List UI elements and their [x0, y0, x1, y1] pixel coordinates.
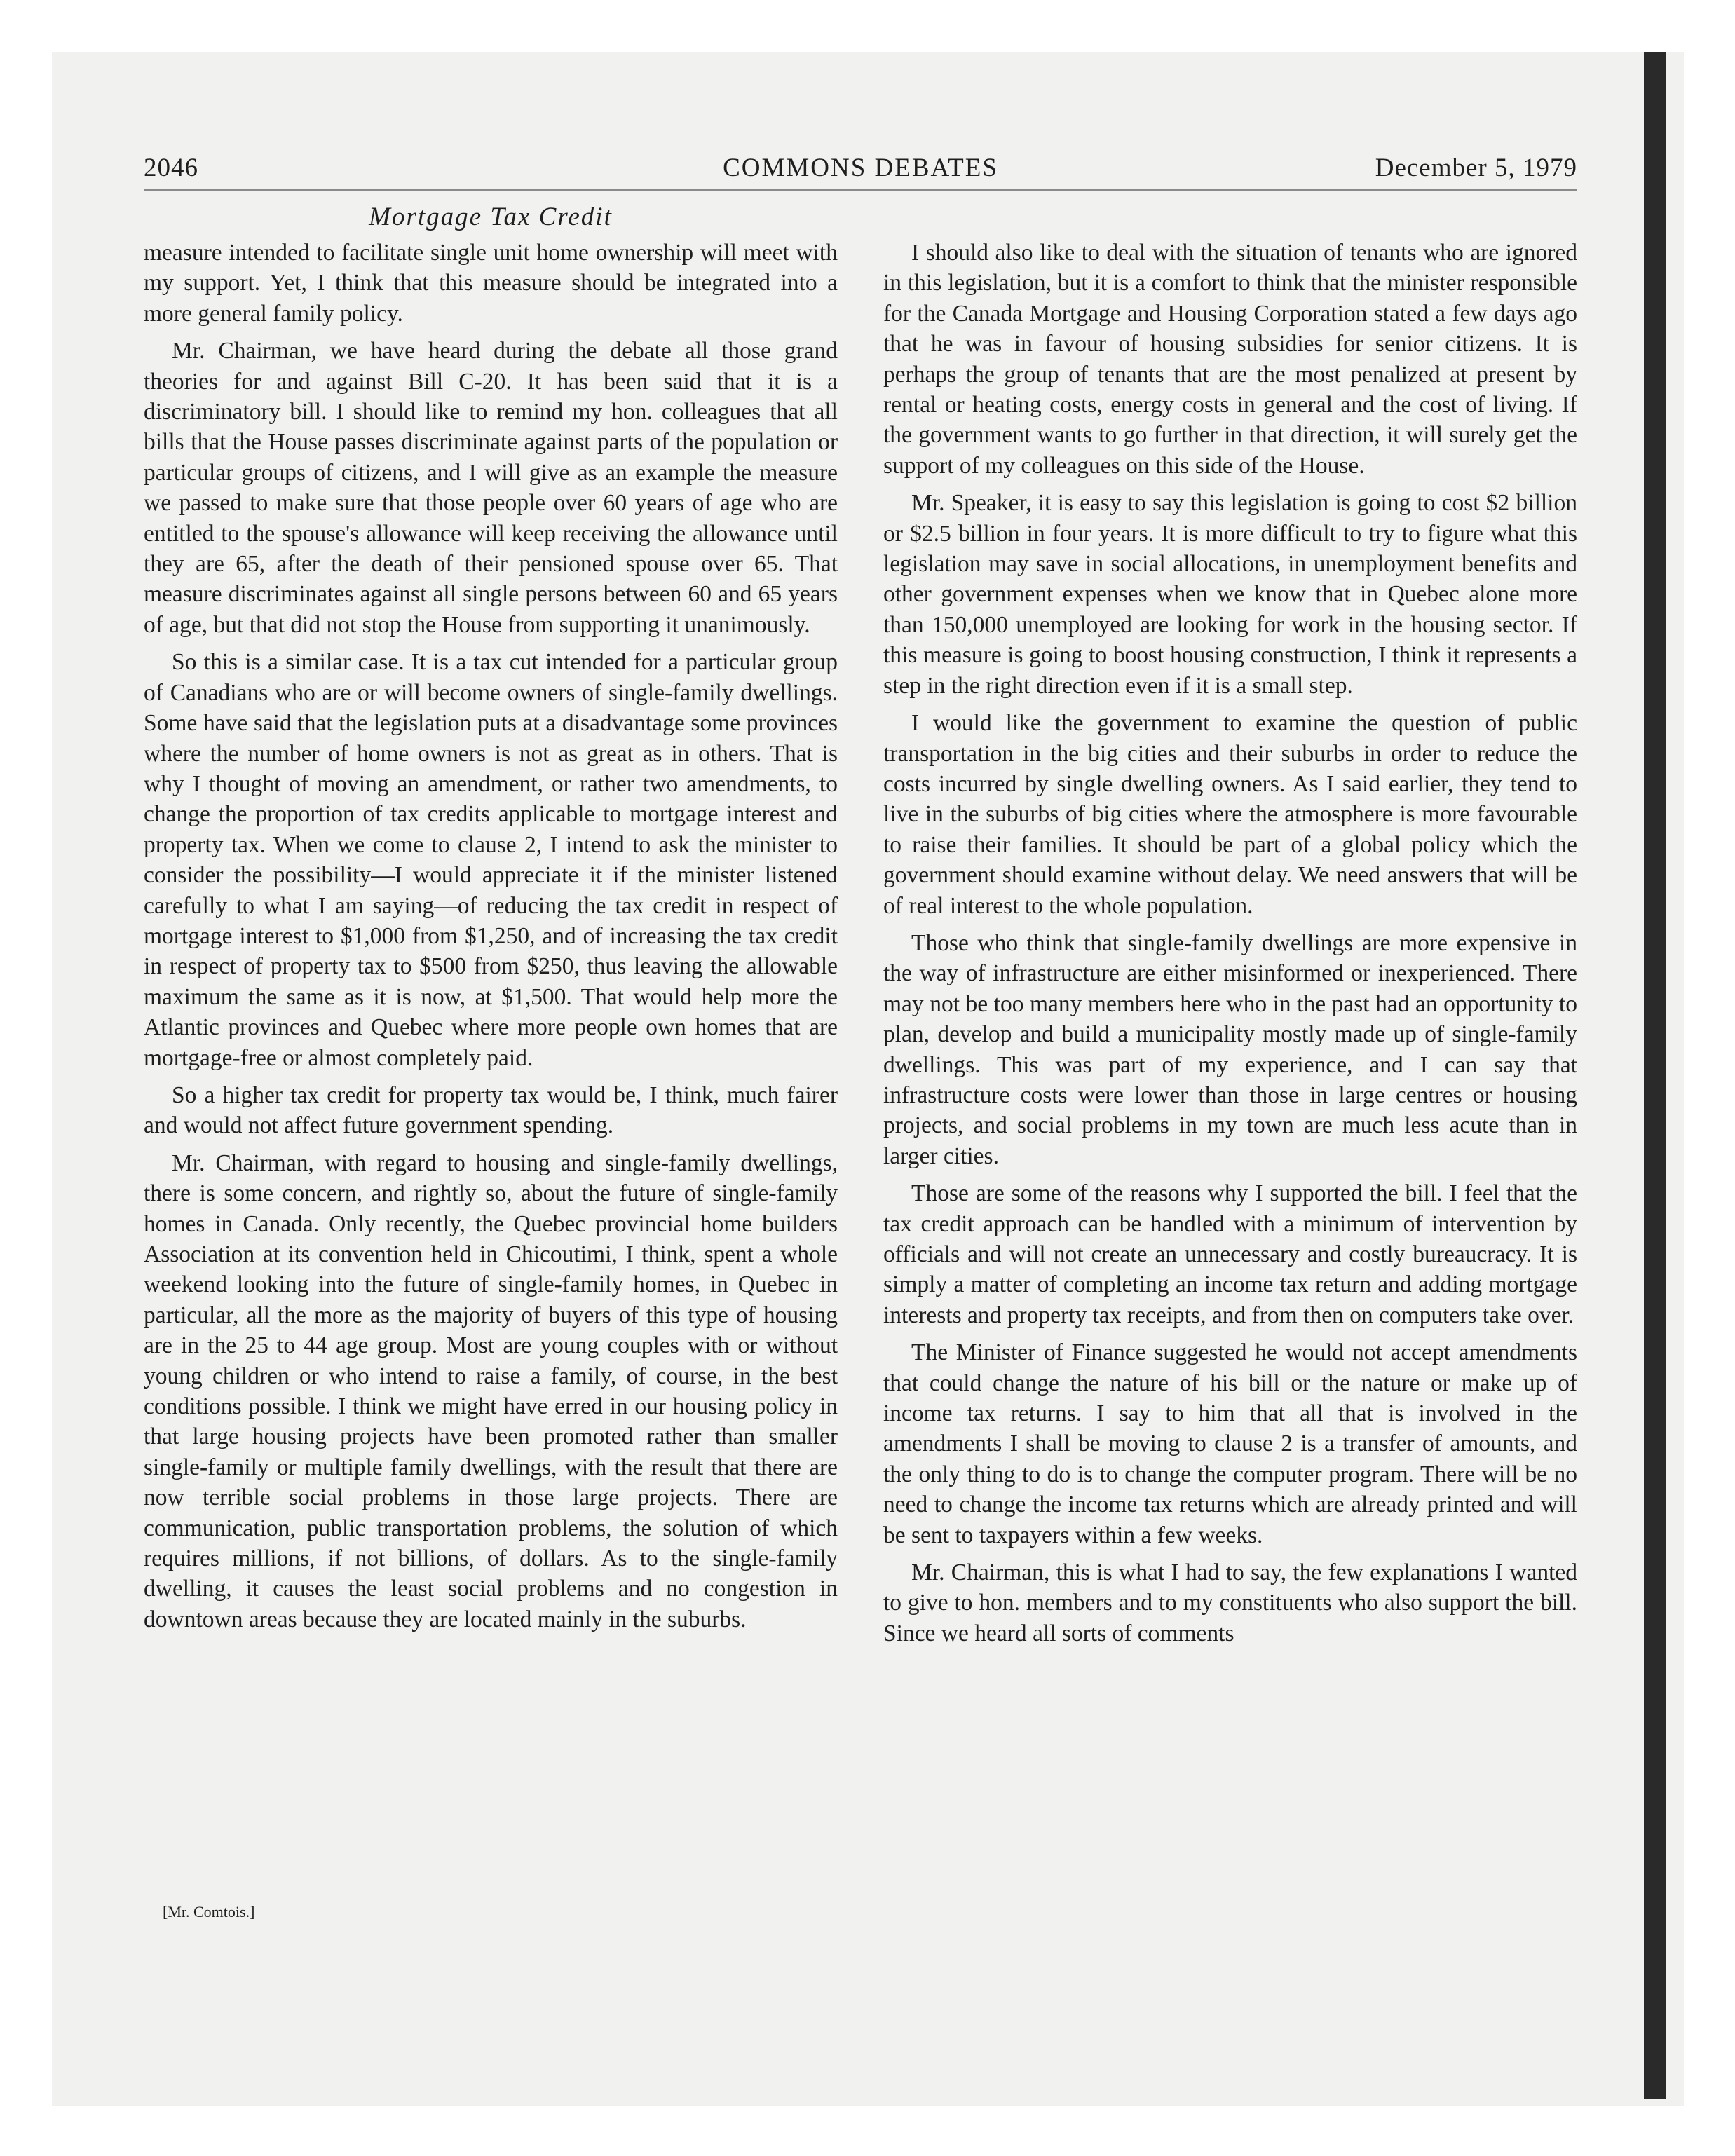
left-column [144, 238, 838, 1642]
speaker-tag: [Mr. Comtois.] [163, 1903, 255, 1920]
scan-edge-shadow [1644, 52, 1666, 2099]
paragraph: Mr. Speaker, it is easy to say this legislation is going to cost $2 billion or $2.5 billion in four years. It is more difficult to try to figure what this legislation may save in social allocations, in unemployment benefits and other government expenses when we know that in Quebec alone more than 150,000 unemployed are looking for work in the housing sector. If this measure is going to boost housing construction, I think it represents a step in the right direction even if it is a small step. [883, 490, 1577, 699]
paragraph: Mr. Chairman, this is what I had to say, the few explanations I wanted to give to hon. members and to my constituents who also support the bill. Since we heard all sorts of comments [883, 1560, 1577, 1646]
paragraph: I should also like to deal with the situation of tenants who are ignored in this legislation, but it is a comfort to think that the minister responsible for the Canada Mortgage and Housing Corporation stated a few days ago that he was in favour of housing subsidies for senior citizens. It is perhaps the group of tenants that are the most penalized at present by rental or heating costs, energy costs in general and the cost of living. If the government wants to go further in that direction, it will surely get the support of my colleagues on this side of the House. [883, 240, 1577, 479]
paragraph: Those who think that single-family dwellings are more expensive in the way of infrastructure are either misinformed or inexperienced. There may not be too many members here who in the past had an opportunity to plan, develop and build a municipality mostly made up of single-family dwellings. This was part of my experience, and I can say that infrastructure costs were lower than those in large centres or housing projects, and social problems in my town are much less acute than in larger cities. [883, 929, 1577, 1169]
paragraph: The Minister of Finance suggested he would not accept amendments that could change the nature of his bill or the nature or make up of income tax returns. I say to him that all that is involved in the amendments I shall be moving to clause 2 is a transfer of amounts, and the only thing to do is to change the computer program. There will be no need to change the income tax returns which are already printed and will be sent to taxpayers within a few weeks. [883, 1339, 1577, 1548]
page-header [144, 147, 1577, 191]
paragraph: Mr. Chairman, with regard to housing and single-family dwellings, there is some concern, and rightly so, about the future of single-family homes in Canada. Only recently, the Quebec provincial home builders Association at its convention held in Chicoutimi, I think, spent a whole weekend looking into the future of single-family homes, in Quebec in particular, all the more as the majority of buyers of this type of housing are in the 25 to 44 age group. Most are young couples with or without young children or who intend to raise a family, of course, in the best conditions possible. I think we might have erred in our housing policy in that large housing projects have been promoted rather than smaller single-family or multiple family dwellings, with the result that there are now terrible social problems in those large projects. There are communication, public transportation problems, the solution of which requires millions, if not billions, of dollars. As to the single-family dwelling, it causes the least social problems and no congestion in downtown areas because they are located mainly in the suburbs. [144, 1149, 838, 1632]
paragraph: Mr. Chairman, we have heard during the debate all those grand theories for and against Bill C-20. It has been said that it is a discriminatory bill. I should like to remind my hon. colleagues that all bills that the House passes discriminate against parts of the population or particular groups of citizens, and I will give as an example the measure we passed to make sure that those people over 60 years of age who are entitled to the spouse's allowance will keep receiving the allowance until they are 65, after the death of their pensioned spouse over 65. That measure discriminates against all single persons between 60 and 65 years of age, but that did not stop the House from supporting it unanimously. [144, 338, 838, 638]
page-number: 2046 [144, 153, 198, 182]
paragraph: So this is a similar case. It is a tax cut intended for a particular group of Canadians who are or will become owners of single-family dwellings. Some have said that the legislation puts at a disadvantage some provinces where the number of home owners is not as great as in others. That is why I thought of moving an amendment, or rather two amendments, to change the proportion of tax credits applicable to mortgage interest and property tax. When we come to clause 2, I intend to ask the minister to consider the possibility—I would appreciate it if the minister listened carefully to what I am saying—of reducing the tax credit in respect of mortgage interest to $1,000 from $1,250, and of increasing the tax credit in respect of property tax to $500 from $250, thus leaving the allowable maximum the same as it is now, at $1,500. That would help more the Atlantic provinces and Quebec where more people own homes that are mortgage-free or almost completely paid. [144, 649, 838, 1071]
page-date: December 5, 1979 [1375, 153, 1577, 182]
paragraph: Those are some of the reasons why I supported the bill. I feel that the tax credit approach can be handled with a minimum of intervention by officials and will not create an unnecessary and costly bureaucracy. It is simply a matter of completing an income tax return and adding mortgage interests and property tax receipts, and from then on computers take over. [883, 1180, 1577, 1328]
paragraph: measure intended to facilitate single unit home ownership will meet with my support. Yet, I think that this measure should be integrated into a more general family policy. [144, 240, 838, 327]
paragraph: I would like the government to examine the question of public transportation in the big cities and their suburbs in order to reduce the costs incurred by single dwelling owners. As I said earlier, they tend to live in the suburbs of big cities where the atmosphere is more favourable to raise their families. It should be part of a global policy which the government should examine without delay. We need answers that will be of real interest to the whole population. [883, 710, 1577, 919]
paragraph: So a higher tax credit for property tax would be, I think, much fairer and would not affect future government spending. [144, 1082, 838, 1139]
section-title: Mortgage Tax Credit [369, 203, 613, 231]
journal-title: COMMONS DEBATES [723, 153, 998, 182]
right-column [883, 238, 1577, 1656]
